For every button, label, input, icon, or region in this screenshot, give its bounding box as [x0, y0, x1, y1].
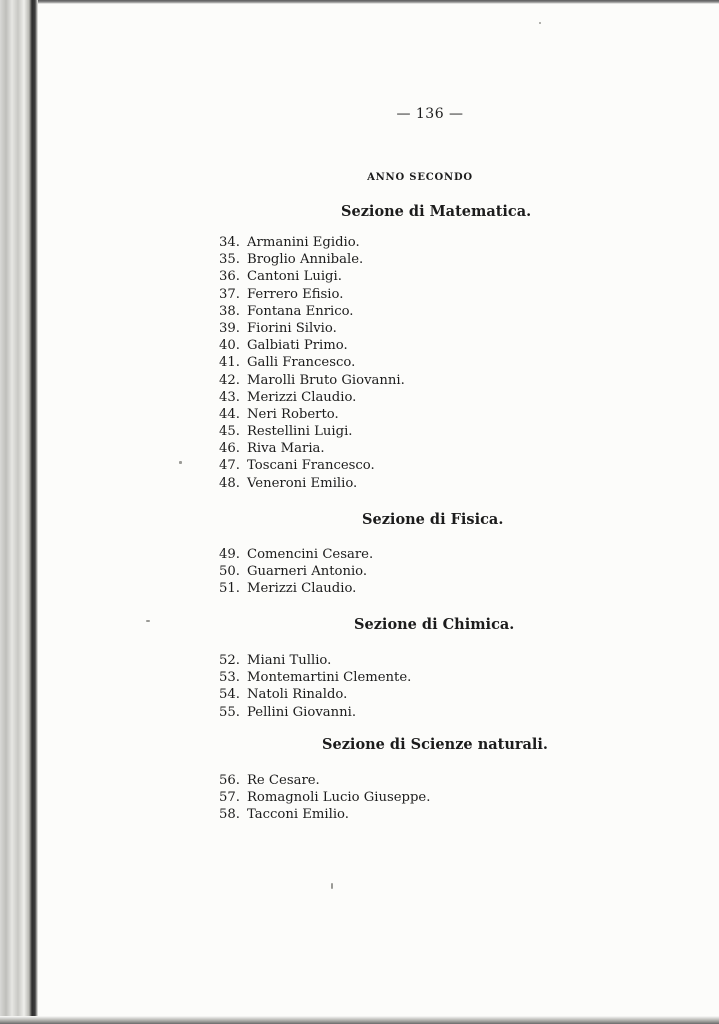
list-item — [219, 354, 405, 371]
student-number: 44. — [219, 406, 240, 422]
student-number: 47. — [219, 458, 240, 474]
scan-speck — [539, 22, 541, 24]
student-name: Armanini Egidio. — [247, 235, 360, 250]
list-item — [219, 251, 405, 268]
book-binding-edge — [0, 0, 38, 1024]
student-name: Fiorini Silvio. — [247, 320, 337, 336]
list-item — [219, 440, 405, 457]
student-number: 40. — [219, 338, 240, 354]
student-number: 58. — [219, 807, 240, 823]
student-name: Comencini Cesare. — [247, 547, 374, 562]
list-item — [219, 423, 405, 440]
student-name: Cantoni Luigi. — [247, 269, 342, 285]
student-name: Guarneri Antonio. — [247, 564, 368, 580]
list-item — [219, 546, 373, 563]
student-number: 35. — [219, 252, 240, 268]
year-title: ANNO SECONDO — [367, 172, 473, 183]
page-top-edge — [38, 0, 719, 4]
student-name: Pellini Giovanni. — [247, 704, 357, 720]
student-number: 56. — [219, 773, 240, 788]
student-name: Tacconi Emilio. — [247, 807, 349, 823]
student-name: Riva Maria. — [247, 441, 325, 457]
list-item — [219, 669, 411, 686]
page-bottom-edge — [0, 1016, 719, 1024]
list-item — [219, 303, 405, 320]
student-list-fisica — [219, 546, 373, 598]
student-name: Miani Tullio. — [247, 653, 332, 668]
student-number: 53. — [219, 670, 240, 686]
student-number: 42. — [219, 372, 240, 388]
list-item — [219, 320, 405, 337]
student-number: 43. — [219, 389, 240, 405]
student-name: Toscani Francesco. — [247, 458, 375, 474]
student-number: 48. — [219, 475, 240, 491]
list-item — [219, 268, 405, 285]
list-item — [219, 686, 411, 703]
list-item — [219, 234, 405, 251]
student-number: 55. — [219, 704, 240, 720]
section-title-fisica: Sezione di Fisica. — [362, 511, 504, 528]
student-number: 34. — [219, 235, 240, 250]
list-item — [219, 704, 411, 721]
student-number: 54. — [219, 687, 240, 703]
list-item — [219, 652, 411, 669]
student-name: Broglio Annibale. — [247, 252, 364, 268]
section-title-chimica: Sezione di Chimica. — [354, 616, 515, 633]
scan-speck — [146, 620, 150, 622]
student-name: Montemartini Clemente. — [247, 670, 412, 686]
student-name: Marolli Bruto Giovanni. — [247, 372, 405, 388]
page-number: — 136 — — [396, 106, 464, 122]
student-name: Fontana Enrico. — [247, 303, 354, 319]
list-item — [219, 389, 405, 406]
list-item — [219, 286, 405, 303]
list-item — [219, 406, 405, 423]
student-name: Re Cesare. — [247, 773, 320, 788]
list-item — [219, 806, 430, 823]
student-name: Romagnoli Lucio Giuseppe. — [247, 790, 431, 806]
scan-speck — [179, 461, 182, 464]
student-name: Merizzi Claudio. — [247, 581, 357, 597]
student-name: Merizzi Claudio. — [247, 389, 357, 405]
list-item — [219, 789, 430, 806]
student-name: Galli Francesco. — [247, 355, 356, 371]
student-number: 41. — [219, 355, 240, 371]
section-title-matematica: Sezione di Matematica. — [341, 203, 532, 220]
student-number: 50. — [219, 564, 240, 580]
section-title-scienze-naturali: Sezione di Scienze naturali. — [322, 736, 548, 753]
student-list-matematica — [219, 234, 405, 492]
student-name: Natoli Rinaldo. — [247, 687, 348, 703]
list-item — [219, 372, 405, 389]
list-item — [219, 337, 405, 354]
student-name: Neri Roberto. — [247, 406, 339, 422]
student-name: Galbiati Primo. — [247, 338, 348, 354]
list-item — [219, 563, 373, 580]
student-number: 37. — [219, 286, 240, 302]
list-item — [219, 457, 405, 474]
student-number: 38. — [219, 303, 240, 319]
student-number: 39. — [219, 320, 240, 336]
student-list-chimica — [219, 652, 411, 721]
list-item — [219, 772, 430, 789]
student-number: 49. — [219, 547, 240, 562]
student-name: Ferrero Efisio. — [247, 286, 344, 302]
student-number: 46. — [219, 441, 240, 457]
student-number: 57. — [219, 790, 240, 806]
list-item — [219, 475, 405, 492]
list-item — [219, 580, 373, 597]
student-number: 51. — [219, 581, 240, 597]
student-name: Restellini Luigi. — [247, 424, 353, 440]
student-list-scienze-naturali — [219, 772, 430, 824]
student-number: 36. — [219, 269, 240, 285]
student-number: 45. — [219, 424, 240, 440]
student-name: Veneroni Emilio. — [247, 475, 358, 491]
student-number: 52. — [219, 653, 240, 668]
scan-speck — [331, 883, 333, 889]
